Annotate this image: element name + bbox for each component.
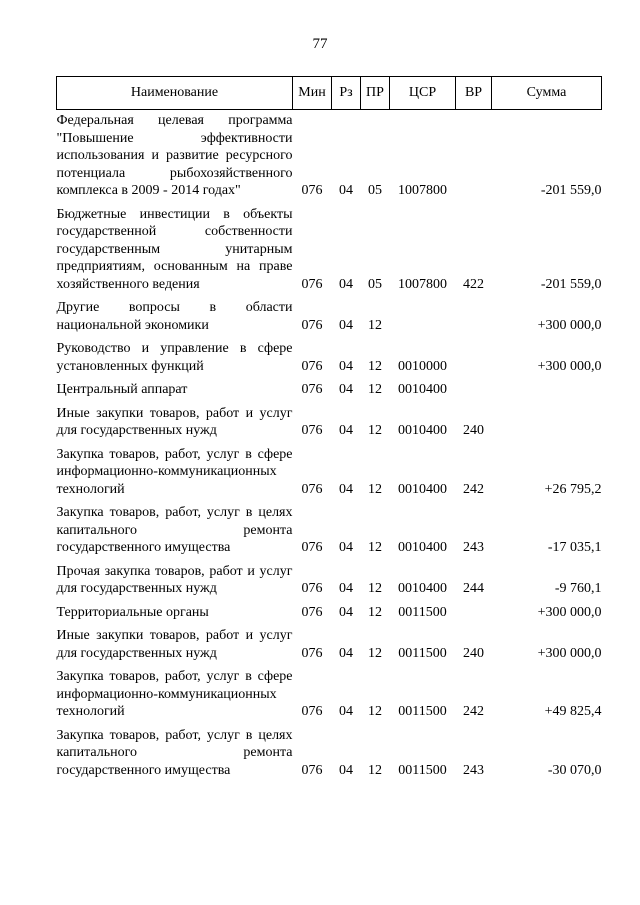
row-vr: 244 (463, 581, 484, 596)
row-sum: +300 000,0 (537, 604, 602, 620)
row-vr: 242 (463, 704, 484, 719)
row-csr: 0010400 (398, 423, 447, 438)
row-pr: 12 (368, 423, 382, 438)
row-sum: -201 559,0 (540, 183, 602, 198)
table-row (57, 598, 602, 622)
row-name: Другие вопросы в области национальной экономики (56, 300, 293, 333)
row-rz: 04 (339, 317, 353, 333)
table-row (57, 375, 602, 399)
row-rz: 04 (339, 382, 353, 397)
row-vr: 422 (463, 276, 484, 292)
row-name: Закупка товаров, работ, услуг в сфере информационно-коммуникационных технологий (56, 669, 293, 719)
row-min: 076 (301, 540, 323, 555)
table-row (57, 557, 602, 598)
row-rz: 04 (339, 358, 353, 374)
row-sum: +300 000,0 (537, 645, 602, 661)
row-rz: 04 (339, 581, 353, 596)
header-sum: Сумма (492, 77, 602, 110)
table-row (57, 721, 602, 780)
table-row (57, 498, 602, 557)
row-sum: -9 760,1 (554, 581, 602, 596)
row-csr (390, 293, 456, 334)
table-row (57, 621, 602, 662)
row-min: 076 (301, 183, 323, 198)
row-min: 076 (301, 276, 323, 292)
row-vr (456, 598, 492, 622)
row-name: Федеральная целевая программа "Повышение эффективности использования и развитие ресурсного потенциала рыбохозяйственного комплекса в 2009 - 2014 годах" (56, 113, 293, 198)
row-vr: 243 (463, 762, 484, 778)
table-row (57, 334, 602, 375)
row-pr: 12 (368, 645, 382, 661)
row-vr: 242 (463, 481, 484, 497)
row-vr (456, 110, 492, 200)
row-name: Иные закупки товаров, работ и услуг для государственных нужд (56, 628, 293, 661)
row-min: 076 (301, 581, 323, 596)
row-pr: 12 (368, 762, 382, 778)
row-csr: 0011500 (398, 645, 447, 661)
row-sum: +300 000,0 (537, 317, 602, 333)
header-vr: ВР (456, 77, 492, 110)
row-rz: 04 (339, 762, 353, 778)
row-csr: 1007800 (398, 276, 447, 292)
row-sum (492, 399, 602, 440)
row-sum: -30 070,0 (547, 762, 602, 778)
row-name: Центральный аппарат (56, 382, 188, 397)
row-name: Иные закупки товаров, работ и услуг для государственных нужд (56, 405, 293, 438)
table-row (57, 293, 602, 334)
row-rz: 04 (339, 183, 353, 198)
row-csr: 0010400 (398, 581, 447, 596)
table-row (57, 200, 602, 294)
row-rz: 04 (339, 704, 353, 719)
row-name: Прочая закупка товаров, работ и услуг для государственных нужд (56, 563, 293, 596)
row-pr: 12 (368, 317, 382, 333)
row-pr: 12 (368, 604, 382, 620)
row-rz: 04 (339, 540, 353, 555)
row-sum (492, 375, 602, 399)
row-vr (456, 375, 492, 399)
row-vr: 240 (463, 423, 484, 438)
row-pr: 12 (368, 481, 382, 497)
row-csr: 0010400 (398, 481, 447, 497)
row-rz: 04 (339, 645, 353, 661)
row-min: 076 (301, 604, 323, 620)
header-min: Мин (293, 77, 332, 110)
row-csr: 0010400 (398, 540, 447, 555)
row-csr: 0011500 (398, 604, 447, 620)
row-vr: 243 (463, 540, 484, 555)
row-csr: 0010000 (398, 358, 447, 374)
row-min: 076 (301, 481, 323, 497)
row-csr: 0011500 (398, 762, 447, 778)
budget-table (56, 76, 602, 779)
row-vr: 240 (463, 645, 484, 661)
row-min: 076 (301, 704, 323, 719)
row-pr: 12 (368, 358, 382, 374)
row-min: 076 (301, 317, 323, 333)
row-pr: 12 (368, 704, 382, 719)
row-pr: 05 (368, 276, 382, 292)
row-pr: 12 (368, 540, 382, 555)
row-vr (456, 334, 492, 375)
row-name: Бюджетные инвестиции в объекты государственной собственности государственным унитарным предприятиям, основанным на праве хозяйственного ведения (56, 206, 293, 292)
row-rz: 04 (339, 276, 353, 292)
row-pr: 12 (368, 382, 382, 397)
row-name: Закупка товаров, работ, услуг в сфере информационно-коммуникационных технологий (56, 446, 293, 497)
header-pr: ПР (361, 77, 390, 110)
row-min: 076 (301, 645, 323, 661)
header-csr: ЦСР (390, 77, 456, 110)
row-pr: 05 (368, 183, 382, 198)
row-name: Руководство и управление в сфере установленных функций (56, 341, 293, 374)
row-sum: -17 035,1 (547, 540, 602, 555)
row-sum: -201 559,0 (540, 276, 602, 292)
row-name: Закупка товаров, работ, услуг в целях капитального ремонта государственного имущества (56, 505, 293, 555)
row-min: 076 (301, 423, 323, 438)
header-rz: Рз (332, 77, 361, 110)
row-min: 076 (301, 762, 323, 778)
row-rz: 04 (339, 481, 353, 497)
table-row (57, 399, 602, 440)
row-sum: +300 000,0 (537, 358, 602, 374)
row-csr: 0010400 (398, 382, 447, 397)
table-row (57, 110, 602, 200)
row-sum: +49 825,4 (544, 704, 602, 719)
table-row (57, 662, 602, 721)
table-header-row (57, 77, 602, 110)
row-name: Территориальные органы (56, 604, 209, 620)
row-csr: 1007800 (398, 183, 447, 198)
table-row (57, 440, 602, 499)
row-pr: 12 (368, 581, 382, 596)
row-rz: 04 (339, 423, 353, 438)
row-min: 076 (301, 382, 323, 397)
page-number: 77 (312, 36, 328, 52)
row-name: Закупка товаров, работ, услуг в целях капитального ремонта государственного имущества (56, 727, 293, 778)
row-sum: +26 795,2 (544, 481, 602, 497)
row-vr (456, 293, 492, 334)
row-rz: 04 (339, 604, 353, 620)
row-min: 076 (301, 358, 323, 374)
row-csr: 0011500 (398, 704, 447, 719)
header-name: Наименование (57, 77, 293, 110)
